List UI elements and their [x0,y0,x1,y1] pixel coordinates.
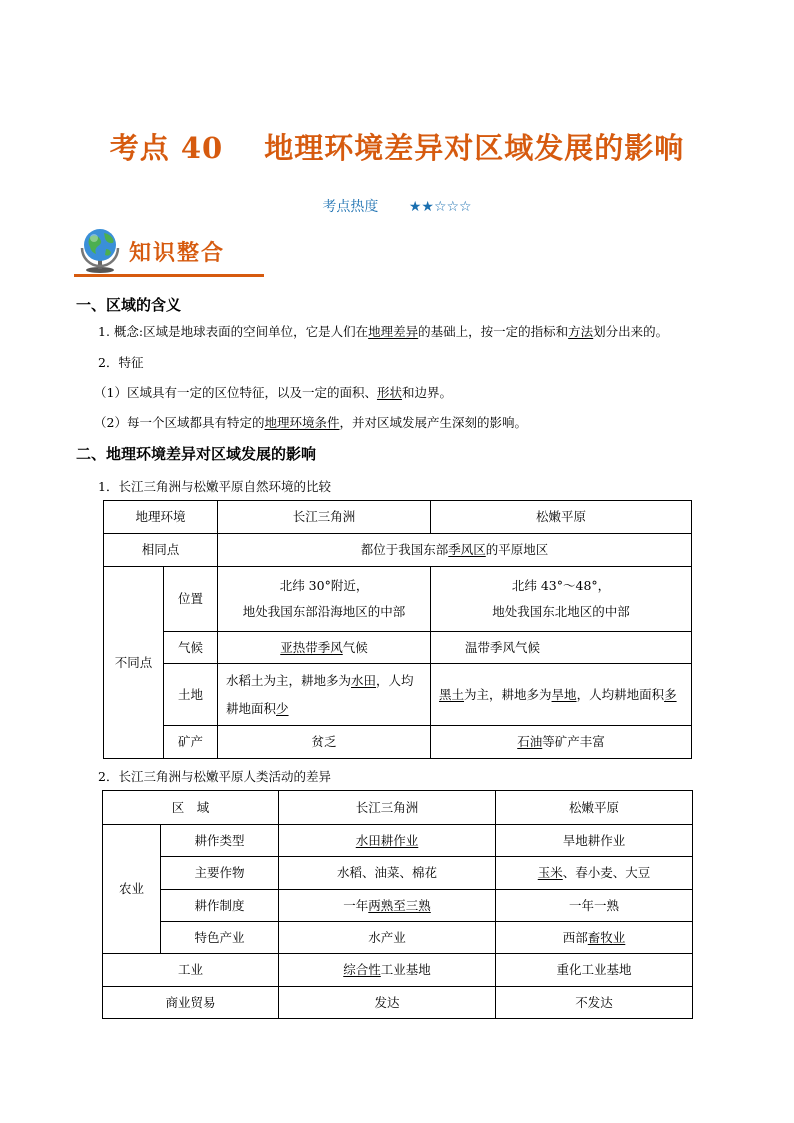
table-row [103,954,693,987]
system-yrd-key: 两熟至三熟 [368,897,431,913]
soil-sn-key1: 黑土 [439,686,465,702]
mineral-sn-suffix: 等矿产丰富 [542,734,605,749]
header-sn-2: 松嫩平原 [496,791,693,825]
feature-1-key: 形状 [376,385,402,400]
special-sn-key: 畜牧业 [587,929,626,945]
system-sn: 一年一熟 [496,890,693,922]
special-sn-text: 西部 [562,929,588,945]
diff-label: 不同点 [104,567,164,759]
industry-yrd-key: 综合性 [343,962,381,977]
table-row [104,501,692,534]
heat-stars: ★★☆☆☆ [408,199,472,215]
industry-yrd-suffix: 工业基地 [380,962,431,977]
human-activity-table [102,790,693,1019]
page-title [0,126,794,167]
soil-sn-key2: 旱地 [551,686,577,702]
table-row [103,857,693,890]
feature-title: 2．特征 [98,355,144,370]
section-banner [74,224,264,280]
feature-2-text: （2）每一个区域都具有特定的 [94,415,265,430]
climate-label: 气候 [164,632,218,664]
trade-sn: 不发达 [496,987,693,1019]
soil-sn-text2: ，人均耕地面积 [576,686,665,702]
table1-caption: 1．长江三角洲与松嫩平原自然环境的比较 [98,479,331,494]
mineral-sn-key: 石油 [517,734,543,749]
pos-sn-line1: 北纬 43°～48°， [511,578,611,593]
pos-sn-line2: 地处我国东北地区的中部 [492,604,630,619]
title-prefix: 考点 [109,131,170,165]
feature-1-suffix: 和边界。 [401,385,452,400]
soil-sn-key3: 多 [664,686,677,702]
mineral-yrd: 贫乏 [218,726,431,759]
soil-sn [431,664,692,726]
soil-yrd-key2: 少 [276,700,289,716]
pos-yrd [218,567,431,632]
table-row [104,726,692,759]
table-row [104,567,692,632]
header-env: 地理环境 [104,501,218,534]
header-region: 区 域 [103,791,279,825]
feature-1 [94,383,452,401]
table2-caption: 2．长江三角洲与松嫩平原人类活动的差异 [98,769,331,784]
title-main: 地理环境差异对区域发展的影响 [264,131,685,165]
feature-2 [94,413,527,431]
same-label: 相同点 [104,534,218,567]
concept-paragraph [98,322,668,340]
concept-key-1: 地理差异 [368,324,419,339]
soil-label: 土地 [164,664,218,726]
feature-2-suffix: ，并对区域发展产生深刻的影响。 [339,415,527,430]
globe-icon [74,224,126,274]
table-row [103,825,693,857]
table-row [103,987,693,1019]
banner-underline [74,274,264,277]
mineral-sn [431,726,692,759]
farm-type-yrd-key: 水田耕作业 [355,832,419,848]
climate-yrd-suffix: 气候 [342,639,368,655]
same-suffix: 的平原地区 [485,542,549,557]
feature-1-text: （1）区域具有一定的区位特征，以及一定的面积、 [94,385,377,400]
soil-yrd-key1: 水田 [351,672,377,688]
soil-sn-text: 为主，耕地多为 [464,686,552,702]
banner-text: 知识整合 [129,241,226,266]
header-sn: 松嫩平原 [431,501,692,534]
industry-label: 工业 [103,954,279,987]
system-yrd [279,890,496,922]
table-row [103,791,693,825]
crops-sn-key: 玉米 [537,865,563,880]
pos-sn [431,567,692,632]
same-value [218,534,692,567]
pos-label: 位置 [164,567,218,632]
title-number: 40 [180,131,224,165]
system-yrd-text: 一年 [343,897,369,913]
table-row [104,534,692,567]
concept-text-2: 的基础上，按一定的指标和 [418,324,569,339]
climate-yrd [218,632,431,664]
system-label: 耕作制度 [161,890,279,922]
heat-label: 考点热度 [322,199,379,215]
heat-rating [0,196,794,216]
table-row [104,664,692,726]
farm-type-label: 耕作类型 [161,825,279,857]
section1-heading: 一、区域的含义 [76,296,182,314]
concept-text-3: 划分出来的。 [593,324,669,339]
special-label: 特色产业 [161,922,279,954]
soil-yrd [218,664,431,726]
climate-sn: 温带季风气候 [431,632,692,664]
climate-yrd-key: 亚热带季风 [280,639,343,655]
mineral-label: 矿产 [164,726,218,759]
table-row [103,922,693,954]
crops-yrd: 水稻、油菜、棉花 [279,857,496,890]
concept-key-2: 方法 [568,324,594,339]
industry-yrd [279,954,496,987]
trade-yrd: 发达 [279,987,496,1019]
agri-label: 农业 [103,825,161,954]
crops-sn-suffix: 、春小麦、大豆 [562,865,651,880]
soil-yrd-text: 水稻土为主，耕地多为 [226,672,352,688]
industry-sn: 重化工业基地 [496,954,693,987]
pos-yrd-line1: 北纬 30°附近， [279,578,369,593]
section2-heading: 二、地理环境差异对区域发展的影响 [76,445,317,463]
concept-text: 1. 概念:区域是地球表面的空间单位，它是人们在 [98,324,369,339]
table-row [103,890,693,922]
farm-type-sn: 旱地耕作业 [496,825,693,857]
natural-environment-table [103,500,692,759]
header-yrd: 长江三角洲 [218,501,431,534]
crops-label: 主要作物 [161,857,279,890]
same-key: 季风区 [448,542,486,557]
farm-type-yrd [279,825,496,857]
feature-2-key: 地理环境条件 [264,415,340,430]
header-yrd-2: 长江三角洲 [279,791,496,825]
trade-label: 商业贸易 [103,987,279,1019]
special-yrd: 水产业 [279,922,496,954]
special-sn [496,922,693,954]
soil-yrd-text2: ，人均耕地面积 [226,672,414,716]
table-row [104,632,692,664]
same-text: 都位于我国东部 [360,542,449,557]
pos-yrd-line2: 地处我国东部沿海地区的中部 [242,604,406,619]
crops-sn [496,857,693,890]
